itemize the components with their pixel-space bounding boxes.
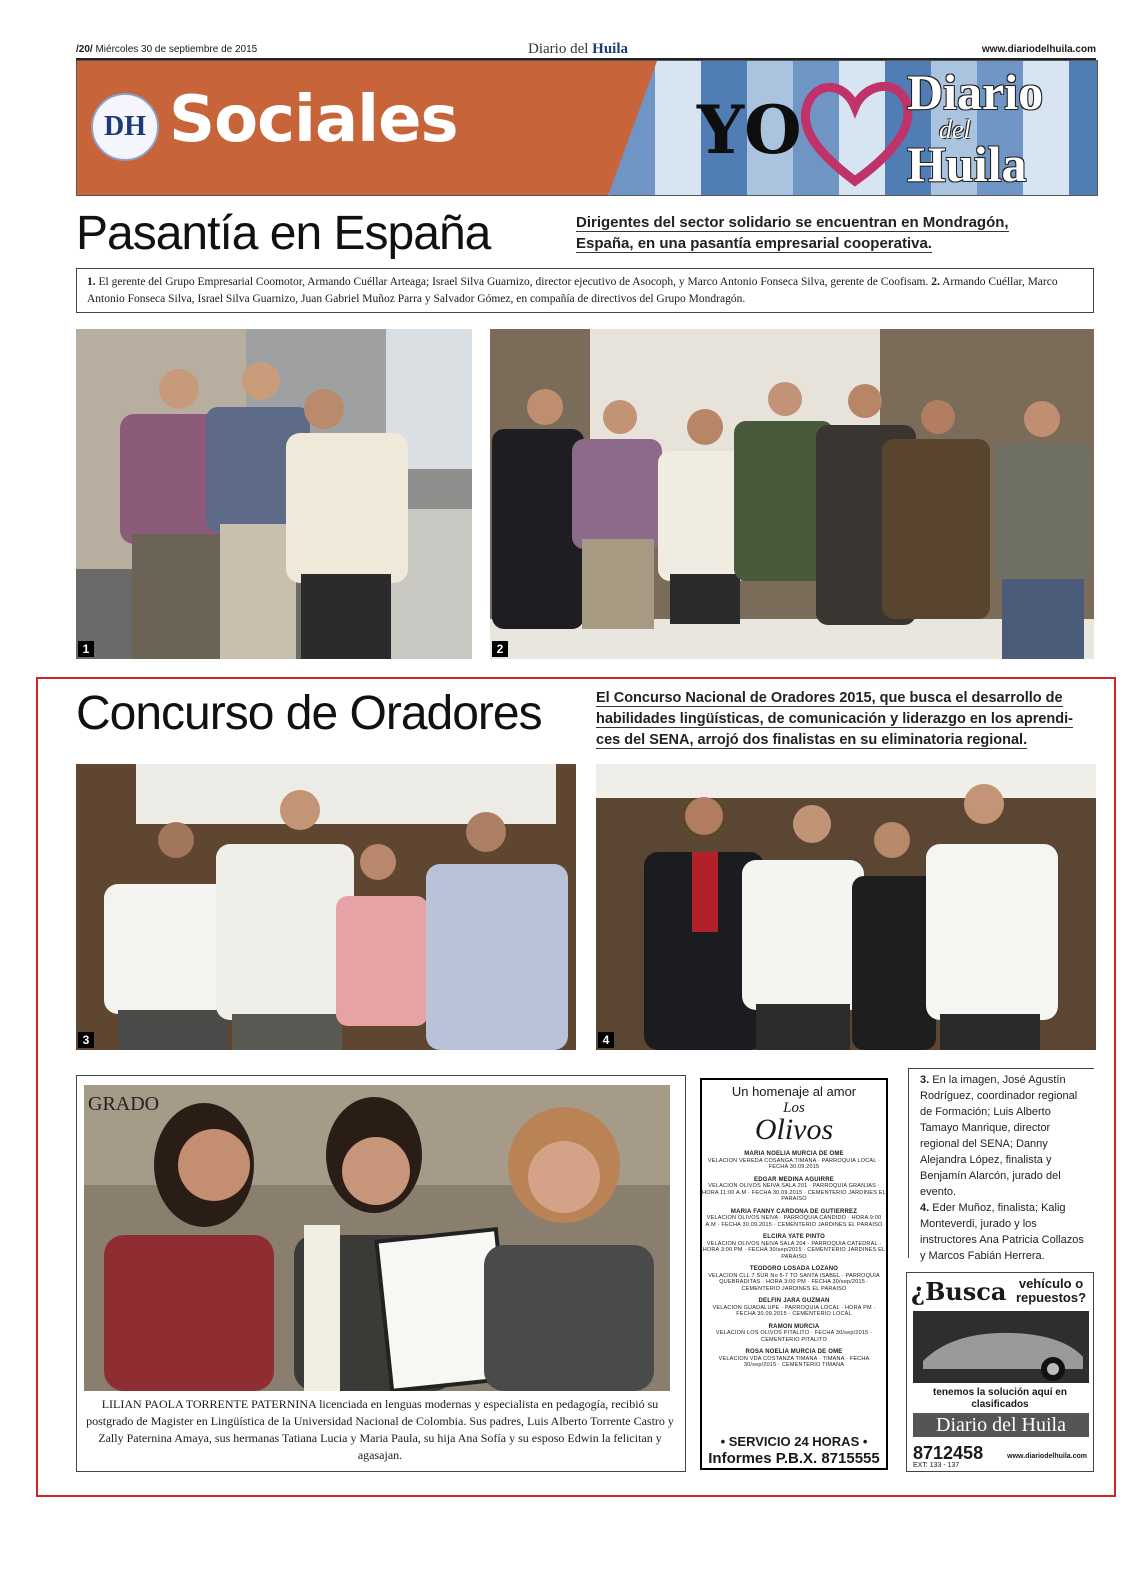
section-banner (76, 60, 1098, 196)
obituary-name: ROSA NOELIA MURCIA DE OME (745, 1349, 843, 1355)
photo-2 (490, 329, 1094, 659)
busca-brand: Diario del Huila (913, 1413, 1089, 1437)
olivos-logo: Los Olivos (754, 1100, 834, 1146)
clasificados-ad (906, 1272, 1094, 1472)
section-title: Sociales (169, 83, 458, 157)
caption-2: Armando Cuéllar, Marco Antonio Fonseca Silva, Israel Silva Guarnizo, Juan Gabriel Muñoz Parra y Salvador Gómez, en compañía de directivos del Grupo Mondragón. (87, 276, 1058, 305)
photo-1 (76, 329, 472, 659)
obituary-entry (702, 1177, 886, 1203)
obituary-details: VELACION LOS OLIVOS PITALITO · FECHA 30/sep/2015 · CEMENTERIO PITALITO (715, 1330, 873, 1343)
obituary-entry (702, 1266, 886, 1292)
busca-solution: tenemos la solución aquí en clasificados (933, 1387, 1067, 1410)
website-link[interactable]: www.diariodelhuila.com (981, 44, 1096, 55)
photo-number: 4 (598, 1032, 614, 1048)
obituary-name: TEODORO LOSADA LOZANO (749, 1266, 839, 1272)
olivos-phone: Informes P.B.X. 8715555 (708, 1450, 880, 1467)
obituary-list (702, 1151, 886, 1369)
masthead-huila: Huila (592, 41, 629, 57)
obituary-name: DELFIN JARA GUZMAN (758, 1298, 830, 1304)
obituary-name: RAMON MURCIA (768, 1323, 820, 1330)
slogan-del: del (939, 115, 971, 144)
obituary-details: VELACION CLL 7 SUR No 5-7 TO SANTA ISABEL · PARROQUIA QUEBRADITAS · HORA 3:00 PM · FECHA 30/sep/2015 · CEMENTERIO JARDINES EL PARAISO (708, 1272, 880, 1292)
photo-number: 1 (78, 641, 94, 657)
busca-subhead: vehículo o repuestos? (1015, 1276, 1087, 1305)
photo-number: 2 (492, 641, 508, 657)
busca-phone: 8712458 (913, 1443, 984, 1463)
note-4: 4. Eder Muñoz, finalista; Kalig Monteverdi, jurado y los instructores Ana Patricia Collazos y Marcos Fabián Herrera. (920, 1202, 1084, 1262)
grado-photo (84, 1085, 670, 1391)
obituary-entry (702, 1151, 886, 1171)
masthead (528, 41, 628, 58)
busca-headline: ¿Busca (911, 1277, 1007, 1306)
obituary-details: VELACION OLIVOS NEIVA · PARROQUIA CANDIDO · HORA 9:00 A.M · FECHA 30.09.2015 · CEMENTERIO JARDINES EL PARAISO (705, 1215, 883, 1228)
grado-caption: LILIAN PAOLA TORRENTE PATERNINA licenciada en lenguas modernas y especialista en pedagogía, recibió su postgrado de Magister en Lingüística de la Universidad Nacional de Colombia. Sus padres, Luis Alberto Torrente Castro y Zally Paternina Amaya, sus hermanas Tatiana Lucia y Maria Paula, su hija Ana Sofía y su esposo Edwin la felicitan y agasajan. (86, 1397, 674, 1462)
obituary-entry (702, 1349, 886, 1369)
photo-notes-oradores (920, 1072, 1092, 1264)
masthead-diario: Diario del (528, 41, 589, 57)
obituary-details: VELACION OLIVOS NEIVA SALA 204 · PARROQUIA CATEDRAL · HORA 3:00 PM · FECHA 30/sep/2015 · CEMENTERIO JARDINES EL PARAISO (702, 1240, 886, 1260)
notes-divider-vertical (908, 1068, 909, 1258)
article-deck-oradores: El Concurso Nacional de Oradores 2015, que busca el desarrollo de habilidades lingüísticas, de comunicación y liderazgo en los aprendi- ces del SENA, arrojó dos finalistas en su eliminatoria regional. (596, 690, 1073, 748)
obituary-entry (702, 1209, 886, 1229)
obituary-details: VELACION VEREDA COSANGA TIMANA · PARROQUIA LOCAL · FECHA 30.09.2015 (707, 1157, 881, 1170)
obituary-entry (702, 1324, 886, 1344)
obituary-entry (702, 1234, 886, 1260)
busca-ext: EXT: 133 - 137 (913, 1462, 960, 1469)
article-title-pasantia: Pasantía en España (76, 207, 491, 260)
article-deck-pasantia: Dirigentes del sector solidario se encuentran en Mondragón, España, en una pasantía empresarial cooperativa. (576, 214, 1009, 252)
photo-captions-pasantia: 1. El gerente del Grupo Empresarial Coomotor, Armando Cuéllar Arteaga; Israel Silva Guarnizo, director ejecutivo de Asocoph, y Marco Antonio Fonseca Silva, gerente de Coofisam. 2. Armando Cuéllar, Marco Antonio Fonseca Silva, Israel Silva Guarnizo, Juan Gabriel Muñoz Parra y Salvador Gómez, en compañía de directivos del Grupo Mondragón. (76, 268, 1094, 313)
slogan-diario: Diario (907, 64, 1044, 120)
obituary-entry (702, 1298, 886, 1318)
note-3: 3. En la imagen, José Agustín Rodríguez, coordinador regional de Formación; Luis Alberto Tamayo Manrique, director regional del SENA; Danny Alejandra López, finalista y Benjamín Alarcón, jurado del evento. (920, 1074, 1078, 1198)
article-title-oradores: Concurso de Oradores (76, 687, 542, 740)
photo-4 (596, 764, 1096, 1050)
obituary-details: VELACION GUADALUPE · PARROQUIA LOCAL · HORA PM · FECHA 30.09.2015 · CEMENTERIO LOCAL (712, 1304, 876, 1317)
olivos-tagline: Un homenaje al amor (731, 1084, 857, 1099)
obituary-details: VELACION VDA COSTANZA TIMANA · TIMANA · FECHA 30/sep/2015 · CEMENTERIO TIMANA (718, 1355, 870, 1368)
slogan-yo: YO (697, 91, 802, 169)
olivos-service: • SERVICIO 24 HORAS • (720, 1434, 868, 1449)
obituary-details: VELACION OLIVOS NEIVA SALA 201 · PARROQUIA GRANJAS · HORA 11:00 A.M · FECHA 30.09.2015 · CEMENTERIO JARDINES EL PARAISO (702, 1183, 886, 1202)
notes-divider (908, 1068, 1094, 1069)
obituary-name: MARIA FANNY CARDONA DE GUTIERREZ (730, 1208, 858, 1215)
busca-website[interactable]: www.diariodelhuila.com (1007, 1453, 1087, 1460)
obituary-name: EDGAR MEDINA AGUIRRE (754, 1176, 834, 1183)
heart-icon (795, 71, 915, 191)
olivos-ad (700, 1078, 888, 1470)
obituary-name: MARIA NOELIA MURCIA DE OME (744, 1151, 844, 1157)
grado-label: GRADO (88, 1093, 160, 1115)
car-image (913, 1311, 1089, 1383)
caption-1: El gerente del Grupo Empresarial Coomotor, Armando Cuéllar Arteaga; Israel Silva Guarnizo, director ejecutivo de Asocoph, y Marco Antonio Fonseca Silva, gerente de Coofisam. (98, 276, 929, 288)
issue-date: Miércoles 30 de septiembre de 2015 (95, 44, 258, 55)
slogan-huila: Huila (907, 136, 1027, 192)
photo-number: 3 (78, 1032, 94, 1048)
obituary-name: ELCIRA YATE PINTO (763, 1234, 825, 1240)
page-number: /20/ (76, 44, 93, 55)
dh-logo: DH (91, 93, 159, 161)
photo-3 (76, 764, 576, 1050)
